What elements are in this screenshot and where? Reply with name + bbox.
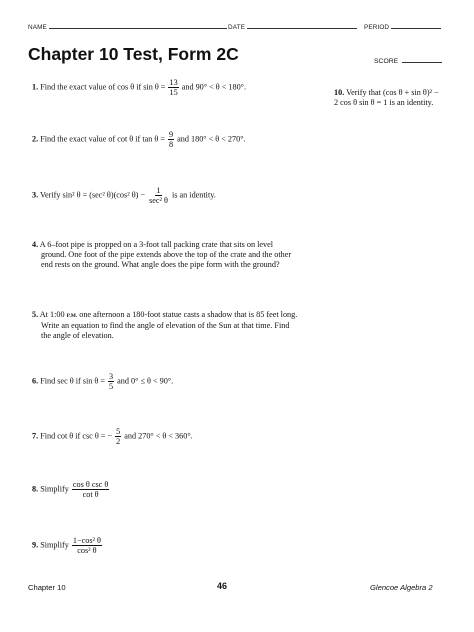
date-blank[interactable]	[247, 22, 357, 29]
period-label: PERIOD	[364, 24, 390, 31]
question-3	[32, 186, 216, 205]
question-text: Simplify	[40, 540, 69, 550]
footer-chapter: Chapter 10	[28, 583, 66, 592]
question-text-end: and 90° < θ < 180°.	[181, 82, 246, 92]
date-label: DATE	[228, 24, 245, 31]
question-number: 4.	[32, 240, 39, 249]
fraction-denominator: 15	[169, 88, 178, 97]
question-text-end: is an identity.	[172, 190, 216, 200]
fraction	[72, 480, 109, 499]
question-number: 7.	[32, 431, 39, 441]
question-1	[32, 78, 246, 97]
page-title: Chapter 10 Test, Form 2C	[28, 44, 239, 64]
footer-publisher: Glencoe Algebra 2	[370, 583, 433, 592]
fraction-denominator: 5	[109, 382, 114, 391]
question-text-line3: the angle of elevation.	[41, 331, 114, 340]
question-text: Find sec θ if sin θ =	[40, 376, 105, 386]
question-5	[32, 310, 332, 341]
score-field	[374, 56, 442, 65]
question-text: At 1:00	[39, 310, 65, 319]
question-text: Find the exact value of cos θ if sin θ =	[40, 82, 166, 92]
score-label: SCORE	[374, 58, 399, 65]
question-text: A 6–foot pipe is propped on a 3-foot tall packing crate that sits on level	[39, 240, 274, 249]
fraction-numerator: 5	[116, 427, 121, 436]
question-10	[334, 88, 464, 108]
score-blank[interactable]	[402, 56, 442, 63]
question-text: Verify that (cos θ + sin θ)² −	[346, 88, 439, 97]
fraction-numerator: 9	[169, 130, 174, 139]
fraction	[72, 536, 102, 555]
question-text: Simplify	[40, 484, 69, 494]
name-field	[28, 22, 227, 31]
question-number: 6.	[32, 376, 39, 386]
fraction	[168, 78, 178, 97]
question-number: 8.	[32, 484, 39, 494]
fraction-denominator: cot θ	[82, 490, 99, 499]
question-number: 2.	[32, 134, 39, 144]
fraction-numerator: 1	[156, 186, 161, 195]
fraction	[168, 130, 174, 149]
question-text-line3: end rests on the ground. What angle does the pipe form with the ground?	[41, 260, 280, 269]
question-6	[32, 372, 173, 391]
question-4	[32, 240, 332, 270]
question-number: 10.	[334, 88, 345, 97]
page-number: 46	[217, 581, 228, 591]
question-number: 1.	[32, 82, 39, 92]
fraction	[108, 372, 114, 391]
question-2	[32, 130, 246, 149]
question-text-cont: one afternoon a 180-foot statue casts a shadow that is 85 feet long.	[79, 310, 298, 319]
question-number: 9.	[32, 540, 39, 550]
question-text-line2: 2 cos θ sin θ = 1 is an identity.	[334, 98, 434, 107]
question-9	[32, 536, 103, 555]
question-text: Verify sin² θ = (sec² θ)(cos² θ) −	[40, 190, 146, 200]
name-blank[interactable]	[49, 22, 227, 29]
fraction-denominator: cos² θ	[77, 546, 97, 555]
question-8	[32, 480, 110, 499]
question-number: 3.	[32, 190, 39, 200]
fraction-numerator: cos θ csc θ	[72, 480, 109, 489]
fraction-denominator: 2	[116, 437, 121, 446]
question-text-end: and 270° < θ < 360°.	[124, 431, 193, 441]
period-blank[interactable]	[391, 22, 441, 29]
question-text: Find the exact value of cot θ if tan θ =	[40, 134, 165, 144]
question-text-end: and 180° < θ < 270°.	[177, 134, 246, 144]
fraction-denominator: sec² θ	[149, 196, 168, 205]
question-7	[32, 427, 193, 446]
fraction	[148, 186, 169, 205]
name-label: NAME	[28, 24, 47, 31]
question-number: 5.	[32, 310, 39, 319]
fraction-numerator: 1−cos² θ	[72, 536, 101, 545]
question-text-line2: Write an equation to find the angle of elevation of the Sun at that time. Find	[41, 321, 290, 330]
fraction-denominator: 8	[169, 140, 174, 149]
question-text-end: and 0° ≤ θ < 90°.	[117, 376, 174, 386]
fraction-numerator: 3	[109, 372, 114, 381]
fraction-numerator: 13	[169, 78, 178, 87]
fraction	[115, 427, 121, 446]
date-field	[228, 22, 357, 31]
question-text: Find cot θ if csc θ = −	[40, 431, 113, 441]
period-field	[364, 22, 441, 31]
question-text-line2: ground. One foot of the pipe extends above the top of the crate and the other	[41, 250, 292, 259]
pm-label: P.M.	[66, 313, 78, 319]
